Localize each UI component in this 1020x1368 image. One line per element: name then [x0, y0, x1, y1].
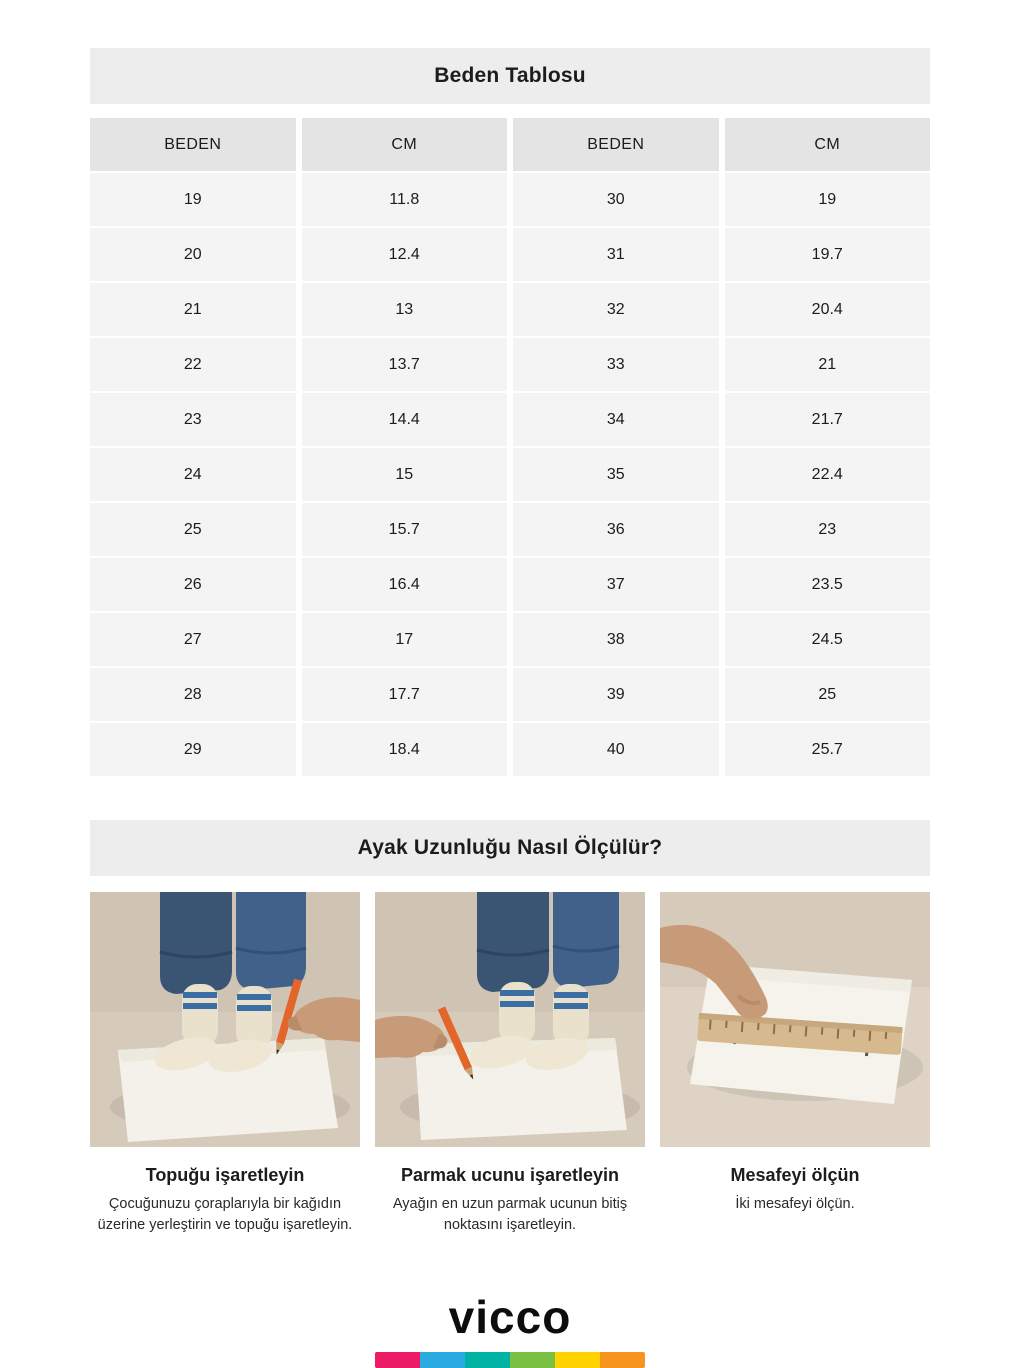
size-table-cell: 23	[90, 393, 296, 446]
measure-step-distance	[660, 892, 930, 1236]
size-table-cell: 18.4	[302, 723, 508, 776]
size-table-cell: 24	[90, 448, 296, 501]
size-table-cell: 17.7	[302, 668, 508, 721]
step-description-toe: Ayağın en uzun parmak ucunun bitiş noktasını işaretleyin.	[375, 1194, 645, 1236]
size-table-cell: 29	[90, 723, 296, 776]
size-table-header-cell: BEDEN	[513, 118, 719, 171]
size-table-cell: 15	[302, 448, 508, 501]
size-table-cell: 14.4	[302, 393, 508, 446]
step-description-heel: Çocuğunuzu çoraplarıyla bir kağıdın üzerine yerleştirin ve topuğu işaretleyin.	[90, 1194, 360, 1236]
measure-section-title: Ayak Uzunluğu Nasıl Ölçülür?	[90, 820, 930, 876]
size-table-cell: 19	[90, 173, 296, 226]
toe-marking-photo	[375, 892, 645, 1147]
brand-bar-segment	[555, 1352, 600, 1368]
size-table-cell: 12.4	[302, 228, 508, 281]
size-table-cell: 28	[90, 668, 296, 721]
size-table-cell: 38	[513, 613, 719, 666]
size-table-cell: 32	[513, 283, 719, 336]
heel-marking-photo	[90, 892, 360, 1147]
size-table-cell: 30	[513, 173, 719, 226]
size-table-cell: 34	[513, 393, 719, 446]
size-table-header-cell: CM	[302, 118, 508, 171]
size-table-cell: 39	[513, 668, 719, 721]
measure-step-toe	[375, 892, 645, 1236]
size-table-cell: 35	[513, 448, 719, 501]
size-table-cell: 16.4	[302, 558, 508, 611]
size-table-cell: 36	[513, 503, 719, 556]
size-table-cell: 25	[90, 503, 296, 556]
size-table-cell: 13.7	[302, 338, 508, 391]
measure-steps	[90, 892, 930, 1236]
ruler-measuring-illustration	[660, 892, 930, 1147]
size-table-cell: 21	[725, 338, 931, 391]
brand-bar-segment	[420, 1352, 465, 1368]
size-table-cell: 11.8	[302, 173, 508, 226]
size-table-cell: 27	[90, 613, 296, 666]
brand-footer	[90, 1290, 930, 1368]
size-table-cell: 19	[725, 173, 931, 226]
step-caption-distance: Mesafeyi ölçün	[660, 1165, 930, 1186]
size-table-cell: 20.4	[725, 283, 931, 336]
size-table-title: Beden Tablosu	[90, 48, 930, 104]
measure-step-heel	[90, 892, 360, 1236]
brand-bar-segment	[465, 1352, 510, 1368]
size-table-cell: 21.7	[725, 393, 931, 446]
step-caption-heel: Topuğu işaretleyin	[90, 1165, 360, 1186]
size-table-cell: 25.7	[725, 723, 931, 776]
step-description-distance: İki mesafeyi ölçün.	[660, 1194, 930, 1215]
size-table-cell: 40	[513, 723, 719, 776]
size-table-cell: 26	[90, 558, 296, 611]
brand-color-bar	[375, 1352, 645, 1368]
size-table-cell: 37	[513, 558, 719, 611]
size-table-cell: 33	[513, 338, 719, 391]
brand-bar-segment	[375, 1352, 420, 1368]
size-table-cell: 13	[302, 283, 508, 336]
size-table-cell: 25	[725, 668, 931, 721]
size-table-cell: 24.5	[725, 613, 931, 666]
size-table-cell: 23.5	[725, 558, 931, 611]
toe-marking-illustration	[375, 892, 645, 1147]
size-table-cell: 17	[302, 613, 508, 666]
heel-marking-illustration	[90, 892, 360, 1147]
size-table-cell: 21	[90, 283, 296, 336]
ruler-measuring-photo	[660, 892, 930, 1147]
size-table-cell: 15.7	[302, 503, 508, 556]
step-caption-toe: Parmak ucunu işaretleyin	[375, 1165, 645, 1186]
brand-bar-segment	[600, 1352, 645, 1368]
size-table-cell: 22	[90, 338, 296, 391]
size-table-cell: 20	[90, 228, 296, 281]
size-table-header-cell: BEDEN	[90, 118, 296, 171]
size-table-cell: 31	[513, 228, 719, 281]
size-table-cell: 19.7	[725, 228, 931, 281]
size-table	[90, 118, 930, 776]
size-table-header-cell: CM	[725, 118, 931, 171]
brand-logo: vicco	[449, 1290, 572, 1344]
brand-bar-segment	[510, 1352, 555, 1368]
size-table-cell: 23	[725, 503, 931, 556]
size-table-cell: 22.4	[725, 448, 931, 501]
